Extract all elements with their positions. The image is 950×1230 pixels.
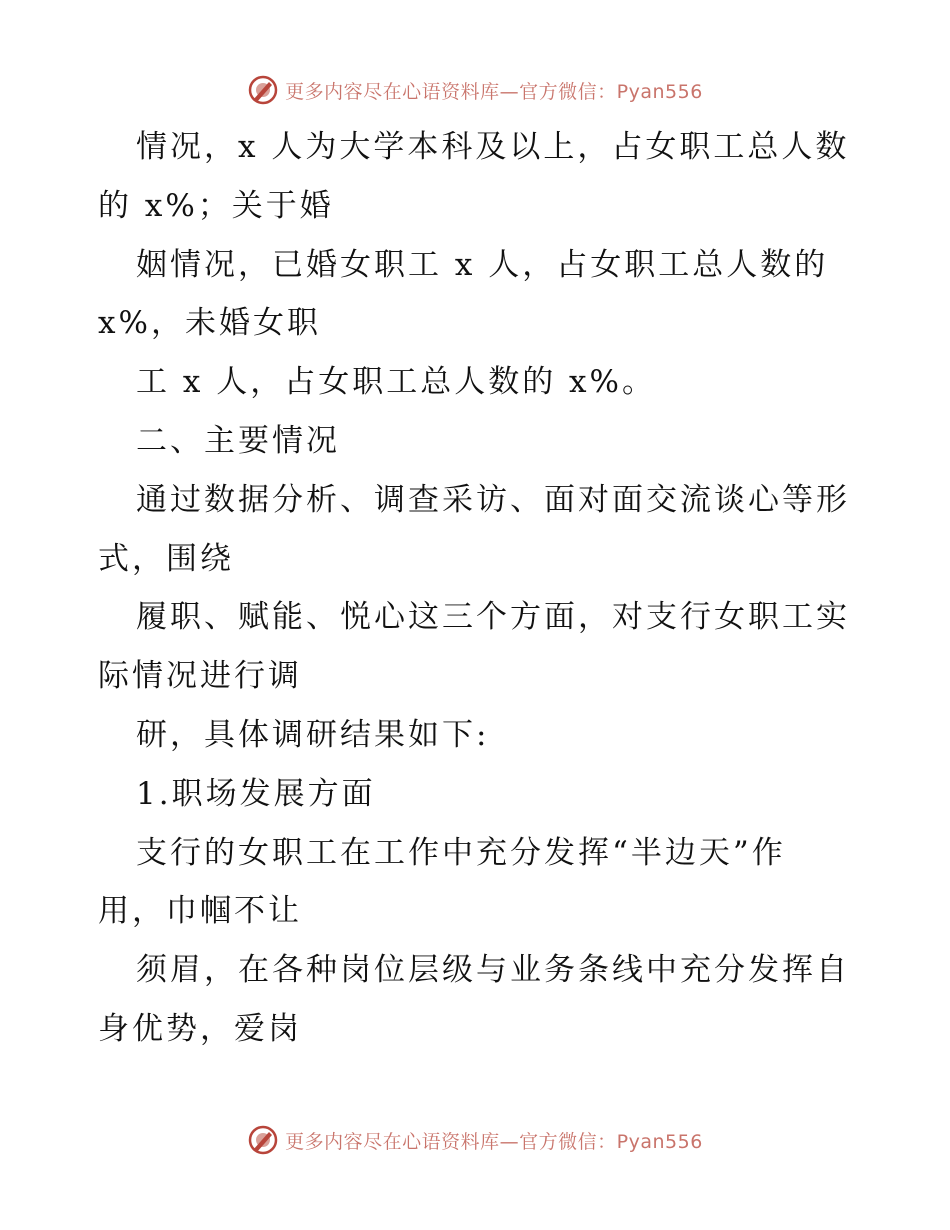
watermark-text: 更多内容尽在心语资料库—官方微信：Pyan556 bbox=[285, 1130, 703, 1153]
body-line: 研，具体调研结果如下: bbox=[136, 716, 490, 753]
body-line: 工 x 人，占女职工总人数的 x%。 bbox=[136, 364, 656, 401]
body-line: 支行的女职工在工作中充分发挥“半边天”作 bbox=[136, 834, 786, 871]
body-line: 用，巾帼不让 bbox=[98, 893, 302, 930]
body-line: 姻情况，已婚女职工 x 人，占女职工总人数的 bbox=[136, 246, 829, 283]
body-line: 情况，x 人为大学本科及以上，占女职工总人数 bbox=[136, 129, 850, 165]
body-line: 式，围绕 bbox=[98, 540, 234, 577]
logo-icon bbox=[247, 1124, 279, 1156]
body-line: 二、主要情况 bbox=[136, 422, 340, 459]
body-line: 身优势，爱岗 bbox=[98, 1010, 302, 1047]
body-line: 通过数据分析、调查采访、面对面交流谈心等形 bbox=[136, 481, 850, 518]
body-line: 际情况进行调 bbox=[98, 658, 302, 695]
body-line: 的 x%；关于婚 bbox=[98, 187, 334, 224]
logo-icon bbox=[247, 74, 279, 106]
body-line: x%，未婚女职 bbox=[98, 305, 321, 342]
body-line: 履职、赋能、悦心这三个方面，对支行女职工实 bbox=[136, 599, 850, 636]
body-line: 1.职场发展方面 bbox=[136, 775, 376, 812]
header-watermark bbox=[0, 70, 950, 110]
watermark-text: 更多内容尽在心语资料库—官方微信：Pyan556 bbox=[285, 80, 703, 103]
footer-watermark bbox=[0, 1120, 950, 1160]
document-body bbox=[98, 118, 858, 1059]
body-line: 须眉，在各种岗位层级与业务条线中充分发挥自 bbox=[136, 952, 850, 989]
